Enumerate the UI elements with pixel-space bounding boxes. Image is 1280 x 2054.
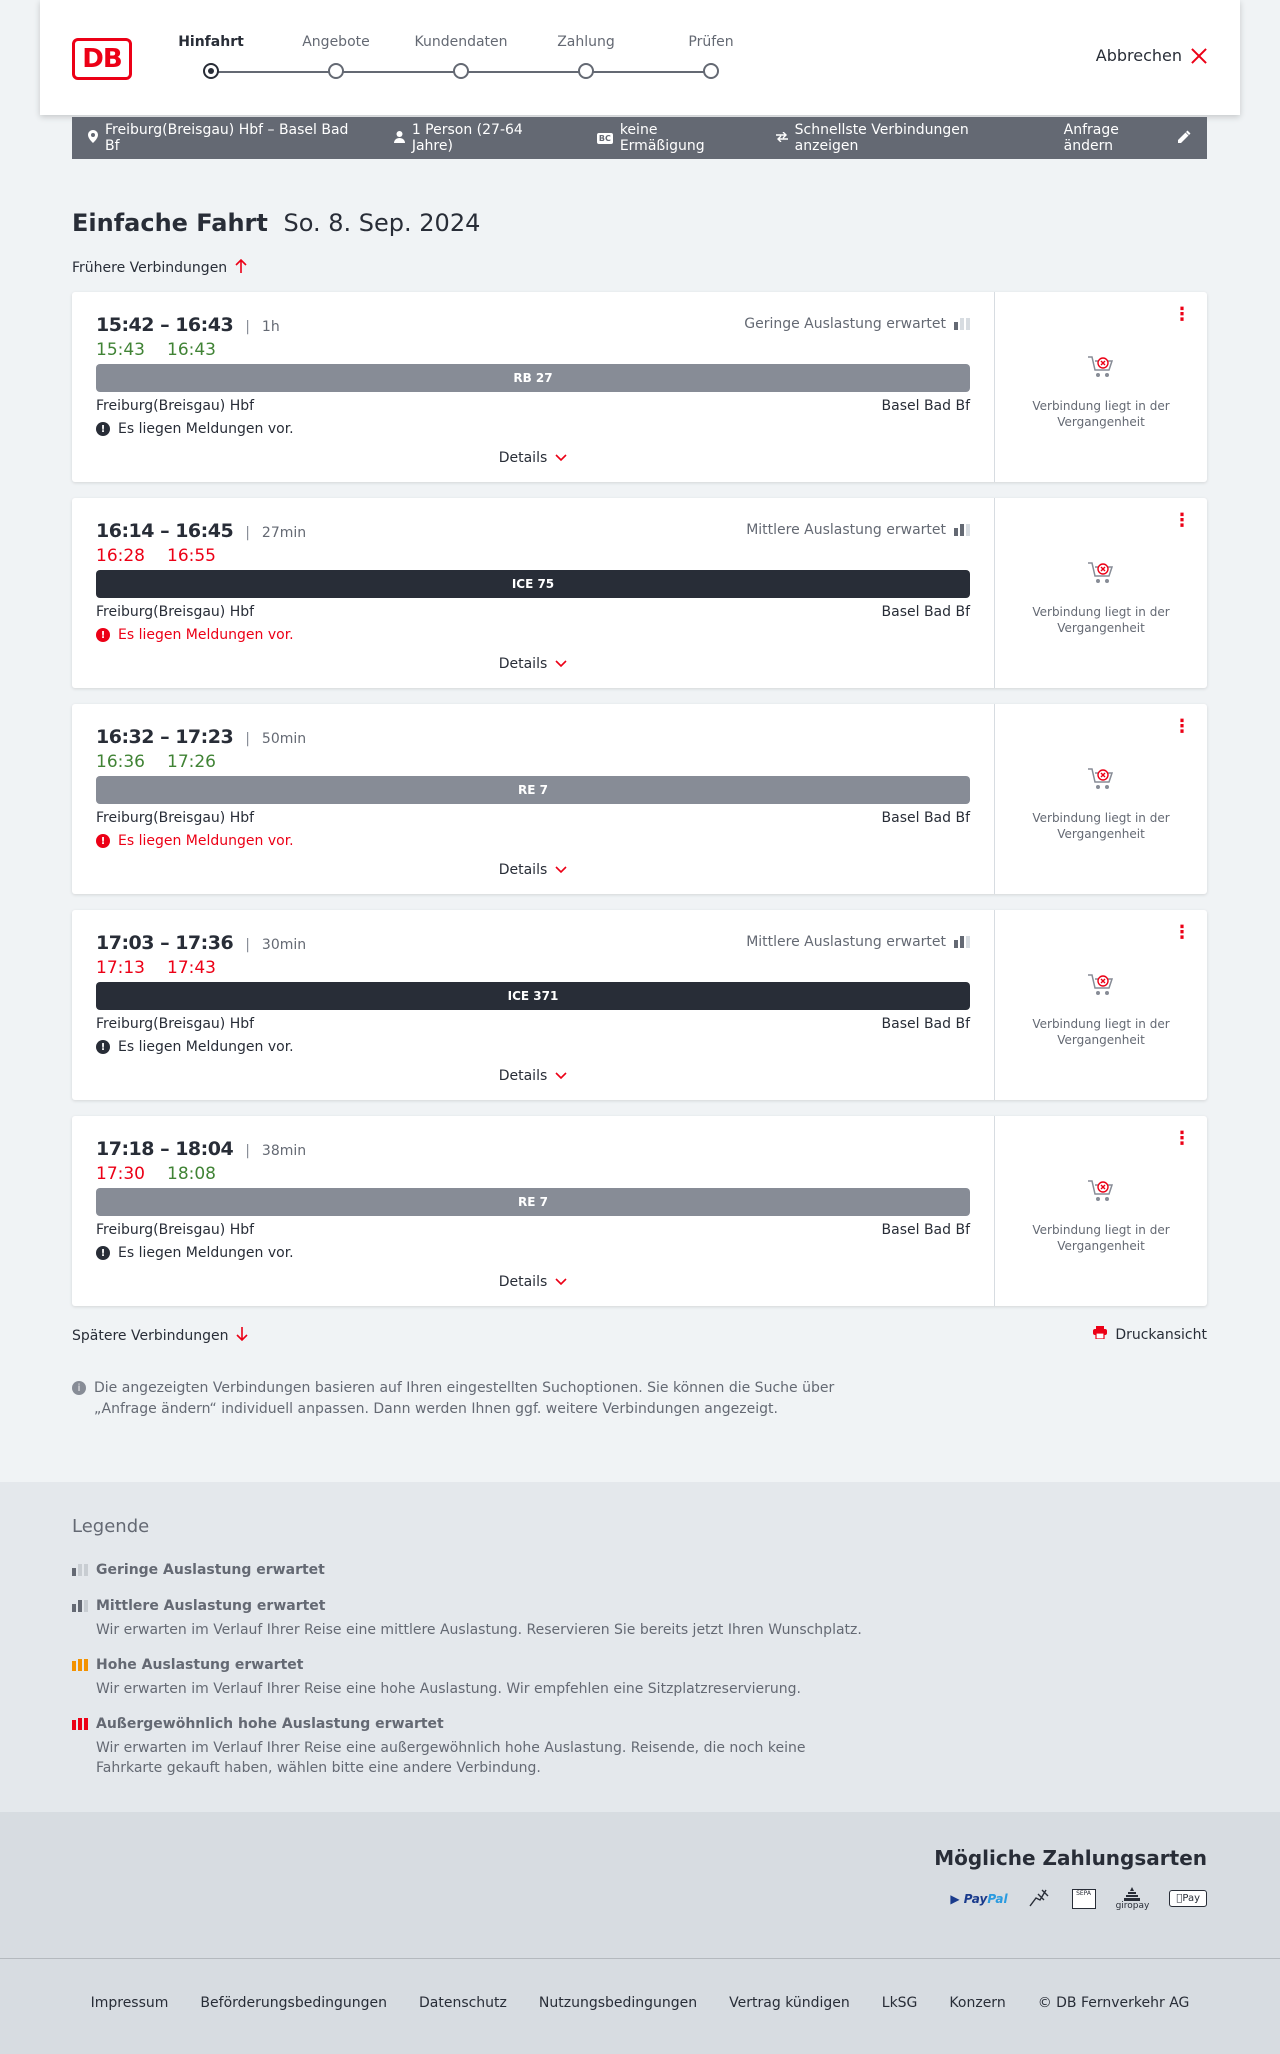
realtime-times	[96, 752, 216, 772]
realtime-times	[96, 958, 216, 978]
realtime-times	[96, 546, 216, 566]
train-segment-bar[interactable]: ICE 75	[96, 570, 970, 598]
realtime-departure: 16:28	[96, 546, 145, 566]
alert-icon: !	[96, 1246, 110, 1260]
alert-icon: !	[96, 834, 110, 848]
destination-station: Basel Bad Bf	[881, 1222, 970, 1238]
occupancy-indicator	[746, 522, 970, 538]
footer-link-lksg[interactable]: LkSG	[881, 1995, 918, 2011]
origin-station: Freiburg(Breisgau) Hbf	[96, 810, 255, 826]
more-options-icon[interactable]: ⋮	[1173, 304, 1191, 325]
destination-station: Basel Bad Bf	[881, 604, 970, 620]
footer-links	[0, 1995, 1280, 2011]
realtime-departure: 17:13	[96, 958, 145, 978]
past-connection-note: Verbindung liegt in der Vergangenheit	[1032, 1223, 1170, 1253]
occupancy-icon	[954, 936, 970, 948]
details-label: Details	[498, 1068, 548, 1084]
payment-methods-section	[0, 1812, 1280, 1958]
time-separator: |	[245, 1143, 250, 1159]
message-text: Es liegen Meldungen vor.	[118, 833, 294, 849]
legend-item-title: Geringe Auslastung erwartet	[96, 1562, 325, 1578]
planned-times	[96, 314, 280, 336]
more-options-icon[interactable]: ⋮	[1173, 510, 1191, 531]
giropay-text: giropay	[1115, 1900, 1150, 1911]
discount-text: keine Ermäßigung	[619, 122, 705, 154]
origin-station: Freiburg(Breisgau) Hbf	[96, 1222, 255, 1238]
origin-station: Freiburg(Breisgau) Hbf	[96, 398, 255, 414]
train-segment-bar[interactable]: ICE 371	[96, 982, 970, 1010]
connection-main	[72, 704, 994, 894]
planned-time-range: 16:32 – 17:23	[96, 726, 234, 748]
connection-card[interactable]	[72, 292, 1207, 482]
message-text: Es liegen Meldungen vor.	[118, 421, 294, 437]
details-toggle[interactable]	[72, 862, 994, 878]
fastest-text: Schnellste Verbindungen anzeigen	[794, 122, 969, 154]
cart-unavailable-icon	[1087, 354, 1115, 380]
planned-times	[96, 1138, 306, 1160]
legend-item-title: Mittlere Auslastung erwartet	[96, 1598, 326, 1614]
disruption-message	[96, 1245, 294, 1261]
paypal-text-a: Pay	[963, 1891, 988, 1906]
duration: 30min	[261, 937, 307, 953]
step-label: Hinfahrt	[178, 34, 244, 50]
payment-icons	[950, 1886, 1207, 1911]
payment-title: Mögliche Zahlungsarten	[934, 1846, 1207, 1870]
step-pruefen	[656, 34, 766, 54]
train-segment-bar[interactable]: RB 27	[96, 364, 970, 392]
legend-item-desc: Wir erwarten im Verlauf Ihrer Reise eine hohe Auslastung. Wir empfehlen eine Sitzplatzreservierung.	[96, 1681, 801, 1697]
realtime-departure: 17:30	[96, 1164, 145, 1184]
legend-item-low	[72, 1562, 872, 1578]
trip-date: So. 8. Sep. 2024	[283, 209, 481, 237]
planned-times	[96, 520, 306, 542]
change-request-button[interactable]	[1064, 122, 1191, 154]
swap-arrows-icon	[776, 131, 788, 145]
chevron-down-icon	[555, 1069, 567, 1083]
duration: 38min	[261, 1143, 307, 1159]
step-label: Zahlung	[557, 34, 615, 50]
step-dot	[578, 63, 594, 79]
disruption-message	[96, 833, 294, 849]
close-icon	[1190, 47, 1208, 65]
disruption-message	[96, 1039, 294, 1055]
duration: 27min	[261, 525, 307, 541]
person-icon	[394, 131, 405, 146]
arrow-down-icon	[236, 1326, 248, 1345]
footer-link-impressum[interactable]: Impressum	[90, 1995, 169, 2011]
planned-time-range: 15:42 – 16:43	[96, 314, 234, 336]
planned-time-range: 17:03 – 17:36	[96, 932, 234, 954]
alert-icon: !	[96, 422, 110, 436]
message-text: Es liegen Meldungen vor.	[118, 1039, 294, 1055]
disruption-message	[96, 421, 294, 437]
time-separator: |	[245, 937, 250, 953]
occupancy-text: Geringe Auslastung erwartet	[744, 316, 946, 332]
details-toggle[interactable]	[72, 450, 994, 466]
header	[40, 0, 1240, 115]
occupancy-high-icon	[72, 1659, 88, 1671]
arrow-up-icon	[235, 258, 247, 277]
cancel-button[interactable]	[1096, 46, 1208, 65]
past-connection-note: Verbindung liegt in der Vergangenheit	[1032, 399, 1170, 429]
paypal-text-b: Pal	[987, 1891, 1008, 1906]
pencil-icon	[1178, 130, 1191, 147]
chevron-down-icon	[555, 657, 567, 671]
traveller-summary	[394, 122, 565, 154]
paypal-icon: ▶ PayPal	[950, 1891, 1008, 1906]
step-dot	[203, 63, 219, 79]
legend-item-mid	[72, 1598, 872, 1640]
change-request-label: Anfrage ändern	[1063, 122, 1119, 154]
realtime-times	[96, 1164, 216, 1184]
cancel-label: Abbrechen	[1095, 46, 1182, 65]
duration: 50min	[261, 731, 307, 747]
footer-link-nutzungsbedingungen[interactable]: Nutzungsbedingungen	[538, 1995, 698, 2011]
cart-unavailable-icon	[1087, 1178, 1115, 1204]
cart-unavailable-icon	[1087, 972, 1115, 998]
legend-title: Legende	[72, 1516, 150, 1537]
legend-item-desc: Wir erwarten im Verlauf Ihrer Reise eine mittlere Auslastung. Reservieren Sie bereits jetzt Ihren Wunschplatz.	[96, 1622, 862, 1638]
footer	[0, 1958, 1280, 2054]
search-info-note	[72, 1378, 852, 1420]
realtime-times	[96, 340, 216, 360]
credit-card-hand-icon	[1028, 1886, 1052, 1911]
step-zahlung	[531, 34, 641, 54]
connection-main	[72, 498, 994, 688]
earlier-connections-link[interactable]	[72, 258, 247, 277]
realtime-arrival: 16:55	[167, 546, 216, 566]
connection-card[interactable]	[72, 910, 1207, 1100]
realtime-departure: 15:43	[96, 340, 145, 360]
origin-station: Freiburg(Breisgau) Hbf	[96, 604, 255, 620]
printer-icon	[1093, 1326, 1107, 1343]
booking-panel	[995, 292, 1207, 482]
apple-pay-icon	[1169, 1890, 1207, 1907]
trip-type: Einfache Fahrt	[72, 209, 268, 237]
more-options-icon[interactable]: ⋮	[1173, 922, 1191, 943]
time-separator: |	[245, 319, 250, 335]
realtime-arrival: 18:08	[167, 1164, 216, 1184]
occupancy-indicator	[746, 934, 970, 950]
footer-link-vertrag-kuendigen[interactable]: Vertrag kündigen	[729, 1995, 850, 2011]
occupancy-extreme-icon	[72, 1718, 88, 1730]
info-icon: i	[72, 1381, 86, 1395]
print-label: Druckansicht	[1115, 1326, 1207, 1343]
occupancy-mid-icon	[72, 1600, 88, 1612]
occupancy-text: Mittlere Auslastung erwartet	[746, 522, 946, 538]
connection-card[interactable]	[72, 704, 1207, 894]
booking-panel	[995, 704, 1207, 894]
connection-main	[72, 292, 994, 482]
planned-times	[96, 726, 306, 748]
past-connection-note: Verbindung liegt in der Vergangenheit	[1032, 1017, 1170, 1047]
details-label: Details	[498, 450, 548, 466]
route-summary	[88, 122, 362, 154]
page-title	[72, 209, 480, 237]
chevron-down-icon	[555, 1275, 567, 1289]
train-segment-bar[interactable]: RE 7	[96, 776, 970, 804]
past-connection-note: Verbindung liegt in der Vergangenheit	[1032, 605, 1170, 635]
info-text: Die angezeigten Verbindungen basieren auf Ihren eingestellten Suchoptionen. Sie können die Suche über „Anfrage ändern“ individuell anpassen. Dann werden Ihnen ggf. weitere Verbindungen angezeigt.	[94, 1380, 835, 1417]
time-separator: |	[245, 731, 250, 747]
footer-link-befoerderungsbedingungen[interactable]: Beförderungsbedingungen	[200, 1995, 387, 2011]
footer-link-konzern[interactable]: Konzern	[949, 1995, 1006, 2011]
step-kundendaten	[406, 34, 516, 54]
step-dot	[328, 63, 344, 79]
details-label: Details	[498, 656, 548, 672]
legend-section	[0, 1482, 1280, 1812]
destination-station: Basel Bad Bf	[881, 398, 970, 414]
footer-link-datenschutz[interactable]: Datenschutz	[418, 1995, 507, 2011]
details-toggle[interactable]	[72, 656, 994, 672]
connection-main	[72, 910, 994, 1100]
past-connection-note: Verbindung liegt in der Vergangenheit	[1032, 811, 1170, 841]
fastest-summary	[776, 122, 1032, 154]
planned-time-range: 17:18 – 18:04	[96, 1138, 234, 1160]
origin-station: Freiburg(Breisgau) Hbf	[96, 1016, 255, 1032]
discount-summary	[597, 122, 744, 154]
legend-item-title: Hohe Auslastung erwartet	[96, 1657, 304, 1673]
step-label: Prüfen	[688, 34, 734, 50]
booking-panel	[995, 1116, 1207, 1306]
step-label: Kundendaten	[414, 34, 508, 50]
sepa-icon: SEPA	[1072, 1889, 1096, 1909]
footer-copyright: © DB Fernverkehr AG	[1037, 1995, 1190, 2011]
planned-times	[96, 932, 306, 954]
giropay-icon	[1116, 1887, 1150, 1911]
db-logo[interactable]: DB	[72, 38, 132, 80]
train-segment-bar[interactable]: RE 7	[96, 1188, 970, 1216]
alert-icon: !	[96, 1040, 110, 1054]
booking-panel	[995, 498, 1207, 688]
cart-unavailable-icon	[1087, 560, 1115, 586]
destination-station: Basel Bad Bf	[881, 810, 970, 826]
print-view-button[interactable]	[1093, 1326, 1207, 1343]
search-summary-bar	[72, 117, 1207, 159]
occupancy-low-icon	[72, 1564, 88, 1576]
earlier-label: Frühere Verbindungen	[72, 259, 228, 276]
legend-item-high	[72, 1657, 872, 1699]
step-dot	[453, 63, 469, 79]
message-text: Es liegen Meldungen vor.	[118, 1245, 294, 1261]
time-separator: |	[245, 525, 250, 541]
apple-pay-text: Pay	[1182, 1893, 1200, 1904]
details-label: Details	[498, 1274, 548, 1290]
step-hinfahrt[interactable]	[156, 34, 266, 54]
progress-stepper	[178, 34, 734, 84]
connection-card[interactable]	[72, 1116, 1207, 1306]
realtime-arrival: 17:26	[167, 752, 216, 772]
legend-item-extreme	[72, 1716, 872, 1778]
alert-icon: !	[96, 628, 110, 642]
occupancy-text: Mittlere Auslastung erwartet	[746, 934, 946, 950]
planned-time-range: 16:14 – 16:45	[96, 520, 234, 542]
details-toggle[interactable]	[72, 1068, 994, 1084]
cart-unavailable-icon	[1087, 766, 1115, 792]
legend-item-title: Außergewöhnlich hohe Auslastung erwartet	[96, 1716, 444, 1732]
disruption-message	[96, 627, 294, 643]
later-label: Spätere Verbindungen	[72, 1327, 229, 1344]
traveller-text: 1 Person (27-64 Jahre)	[411, 122, 523, 154]
message-text: Es liegen Meldungen vor.	[118, 627, 294, 643]
details-label: Details	[498, 862, 548, 878]
connection-main	[72, 1116, 994, 1306]
later-connections-link[interactable]	[72, 1326, 248, 1345]
realtime-arrival: 16:43	[167, 340, 216, 360]
destination-station: Basel Bad Bf	[881, 1016, 970, 1032]
duration: 1h	[261, 319, 280, 335]
details-toggle[interactable]	[72, 1274, 994, 1290]
occupancy-icon	[954, 524, 970, 536]
legend-item-desc: Wir erwarten im Verlauf Ihrer Reise eine außergewöhnlich hohe Auslastung. Reisende, die noch keine Fahrkarte gekauft haben, wählen bitte eine andere Verbindung.	[96, 1740, 806, 1776]
occupancy-icon	[954, 318, 970, 330]
step-label: Angebote	[302, 34, 370, 50]
step-angebote	[281, 34, 391, 54]
location-pin-icon	[88, 130, 98, 146]
chevron-down-icon	[555, 451, 567, 465]
realtime-arrival: 17:43	[167, 958, 216, 978]
chevron-down-icon	[555, 863, 567, 877]
more-options-icon[interactable]: ⋮	[1173, 1128, 1191, 1149]
booking-panel	[995, 910, 1207, 1100]
connection-card[interactable]	[72, 498, 1207, 688]
step-dot	[703, 63, 719, 79]
occupancy-indicator	[744, 316, 970, 332]
route-text: Freiburg(Breisgau) Hbf – Basel Bad Bf	[105, 122, 349, 154]
more-options-icon[interactable]: ⋮	[1173, 716, 1191, 737]
bahncard-icon: BC	[598, 133, 611, 143]
realtime-departure: 16:36	[96, 752, 145, 772]
